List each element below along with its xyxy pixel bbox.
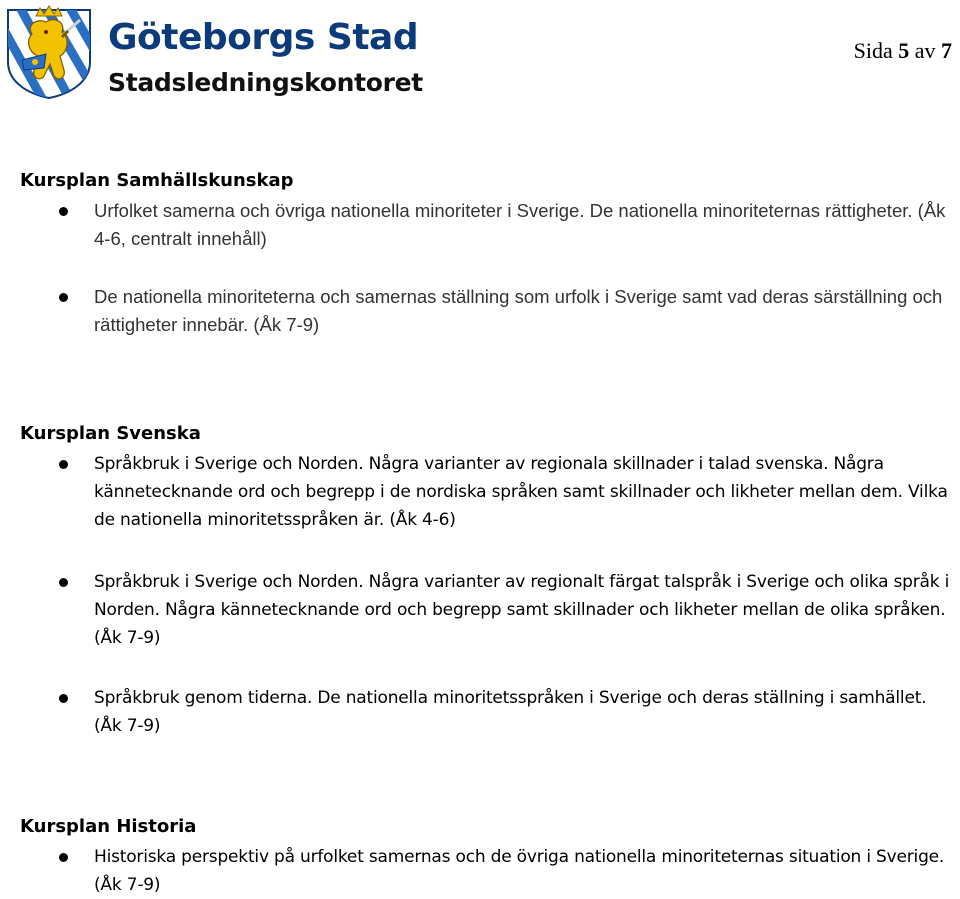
bullet-list-svenska (0, 450, 950, 740)
organization-name: Göteborgs Stad (108, 17, 419, 58)
list-item: Språkbruk i Sverige och Norden. Några varianter av regionalt färgat talspråk i Sverige och olika språk i Norden. Några kännetecknande ord och begrepp samt skillnader och likheter mellan de olika språken. (Åk 7-9) (0, 568, 950, 652)
page-total: 7 (941, 38, 952, 63)
page-current: 5 (898, 38, 910, 63)
section-heading-svenska: Kursplan Svenska (20, 423, 201, 444)
list-item: Urfolket samerna och övriga nationella minoriteter i Sverige. De nationella minoriteternas rättigheter. (Åk 4-6, centralt innehåll) (0, 197, 950, 253)
organization-department: Stadsledningskontoret (108, 68, 423, 97)
list-item: De nationella minoriteterna och samernas ställning som urfolk i Sverige samt vad deras särställning och rättigheter innebär. (Åk 7-9) (0, 283, 950, 339)
list-item: Språkbruk genom tiderna. De nationella minoritetsspråken i Sverige och deras ställning i samhället. (Åk 7-9) (0, 684, 950, 740)
page-number (854, 38, 952, 64)
section-heading-samhallskunskap: Kursplan Samhällskunskap (20, 170, 294, 191)
page-of: av (914, 38, 936, 63)
list-item: Språkbruk i Sverige och Norden. Några varianter av regionala skillnader i talad svenska. Några kännetecknande ord och begrepp i de nordiska språken samt skillnader och likheter mellan dem. Vilka de nationella minoritetsspråken är. (Åk 4-6) (0, 450, 950, 534)
list-item: Historiska perspektiv på urfolket samernas och de övriga nationella minoriteternas situation i Sverige. (Åk 7-9) (0, 843, 950, 899)
bullet-list-historia (0, 843, 950, 899)
page-label: Sida (853, 38, 893, 63)
goteborg-coat-of-arms-icon (4, 4, 94, 100)
section-heading-historia: Kursplan Historia (20, 816, 197, 837)
bullet-list-samhallskunskap (0, 197, 950, 339)
